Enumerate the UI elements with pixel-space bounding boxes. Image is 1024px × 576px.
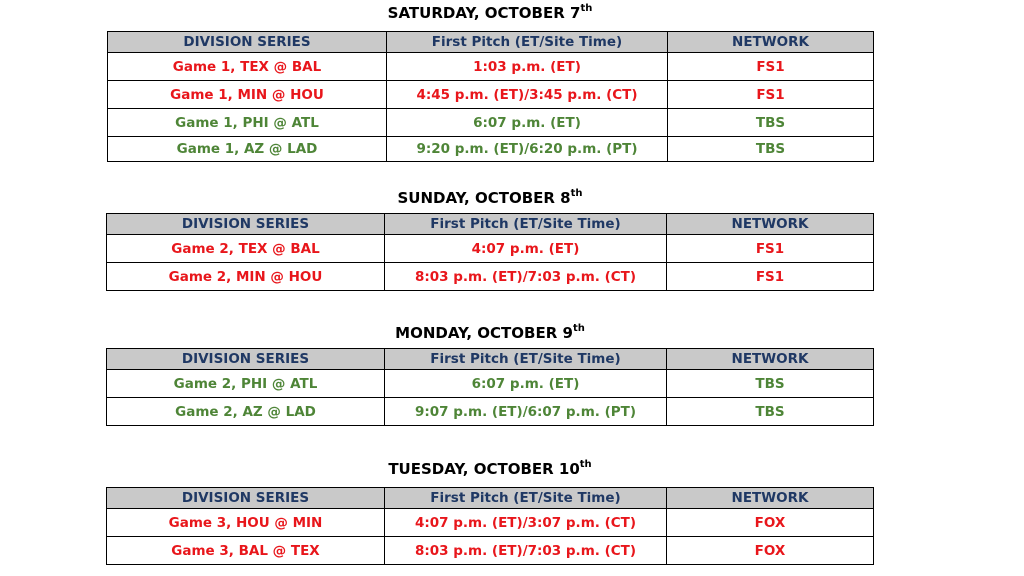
column-header-first-pitch: First Pitch (ET/Site Time) <box>385 349 667 370</box>
table-header-row <box>107 488 874 509</box>
table-header-row <box>108 32 874 53</box>
game-cell: Game 2, AZ @ LAD <box>107 398 385 426</box>
network-cell: TBS <box>667 370 874 398</box>
column-header-series: DIVISION SERIES <box>108 32 387 53</box>
time-cell: 9:07 p.m. (ET)/6:07 p.m. (PT) <box>385 398 667 426</box>
network-cell: FOX <box>667 509 874 537</box>
table-row <box>107 263 874 291</box>
day-title-saturday: SATURDAY, OCTOBER 7th <box>387 3 593 22</box>
table-header-row <box>107 349 874 370</box>
table-row <box>108 137 874 162</box>
time-cell: 1:03 p.m. (ET) <box>387 53 668 81</box>
game-cell: Game 1, PHI @ ATL <box>108 109 387 137</box>
column-header-first-pitch: First Pitch (ET/Site Time) <box>385 488 667 509</box>
table-row <box>108 53 874 81</box>
day-title-sunday: SUNDAY, OCTOBER 8th <box>397 188 583 207</box>
network-cell: FS1 <box>668 81 874 109</box>
table-row <box>107 370 874 398</box>
game-cell: Game 3, BAL @ TEX <box>107 537 385 565</box>
network-cell: TBS <box>667 398 874 426</box>
table-row <box>107 235 874 263</box>
game-cell: Game 2, PHI @ ATL <box>107 370 385 398</box>
game-cell: Game 2, MIN @ HOU <box>107 263 385 291</box>
column-header-network: NETWORK <box>667 349 874 370</box>
time-cell: 6:07 p.m. (ET) <box>385 370 667 398</box>
schedule-table-tuesday <box>106 487 874 565</box>
schedule-table-sunday <box>106 213 874 291</box>
schedule-table-monday <box>106 348 874 426</box>
time-cell: 6:07 p.m. (ET) <box>387 109 668 137</box>
column-header-network: NETWORK <box>668 32 874 53</box>
time-cell: 4:07 p.m. (ET) <box>385 235 667 263</box>
table-row <box>107 509 874 537</box>
column-header-network: NETWORK <box>667 214 874 235</box>
time-cell: 4:07 p.m. (ET)/3:07 p.m. (CT) <box>385 509 667 537</box>
time-cell: 4:45 p.m. (ET)/3:45 p.m. (CT) <box>387 81 668 109</box>
game-cell: Game 1, AZ @ LAD <box>108 137 387 162</box>
table-row <box>107 537 874 565</box>
day-title-monday: MONDAY, OCTOBER 9th <box>395 323 585 342</box>
network-cell: FOX <box>667 537 874 565</box>
column-header-first-pitch: First Pitch (ET/Site Time) <box>385 214 667 235</box>
network-cell: FS1 <box>667 263 874 291</box>
table-row <box>108 81 874 109</box>
network-cell: FS1 <box>668 53 874 81</box>
table-row <box>107 398 874 426</box>
game-cell: Game 1, MIN @ HOU <box>108 81 387 109</box>
game-cell: Game 1, TEX @ BAL <box>108 53 387 81</box>
time-cell: 8:03 p.m. (ET)/7:03 p.m. (CT) <box>385 263 667 291</box>
network-cell: TBS <box>668 109 874 137</box>
day-title-tuesday: TUESDAY, OCTOBER 10th <box>388 459 592 478</box>
table-row <box>108 109 874 137</box>
time-cell: 8:03 p.m. (ET)/7:03 p.m. (CT) <box>385 537 667 565</box>
column-header-first-pitch: First Pitch (ET/Site Time) <box>387 32 668 53</box>
table-header-row <box>107 214 874 235</box>
game-cell: Game 2, TEX @ BAL <box>107 235 385 263</box>
column-header-series: DIVISION SERIES <box>107 214 385 235</box>
column-header-series: DIVISION SERIES <box>107 488 385 509</box>
game-cell: Game 3, HOU @ MIN <box>107 509 385 537</box>
column-header-network: NETWORK <box>667 488 874 509</box>
network-cell: TBS <box>668 137 874 162</box>
column-header-series: DIVISION SERIES <box>107 349 385 370</box>
time-cell: 9:20 p.m. (ET)/6:20 p.m. (PT) <box>387 137 668 162</box>
network-cell: FS1 <box>667 235 874 263</box>
schedule-table-saturday <box>107 31 874 162</box>
